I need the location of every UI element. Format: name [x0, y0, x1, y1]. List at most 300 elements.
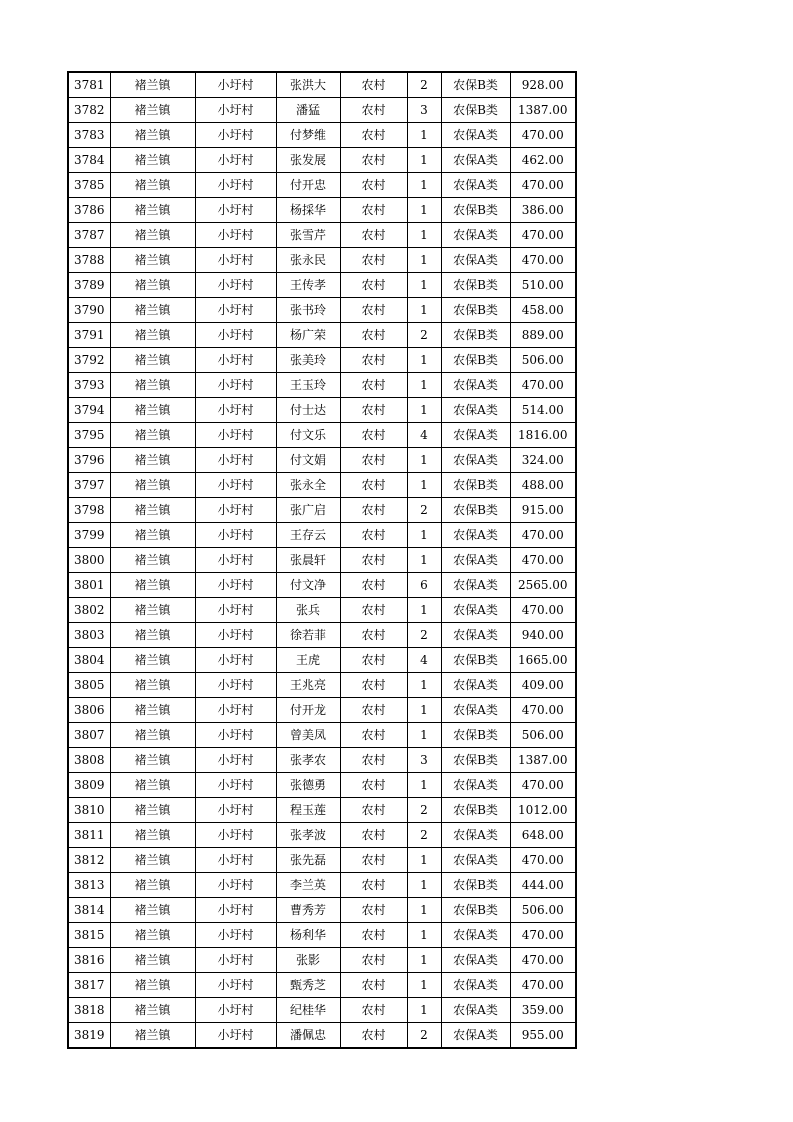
village-cell: 小圩村: [195, 573, 276, 598]
insurance-category-cell: 农保A类: [441, 423, 510, 448]
town-cell: 褚兰镇: [110, 773, 195, 798]
village-cell: 小圩村: [195, 423, 276, 448]
insurance-category-cell: 农保B类: [441, 98, 510, 123]
row-number: 3792: [68, 348, 110, 373]
amount-cell: 955.00: [510, 1023, 576, 1049]
area-type-cell: 农村: [340, 723, 407, 748]
village-cell: 小圩村: [195, 173, 276, 198]
amount-cell: 928.00: [510, 72, 576, 98]
row-number: 3784: [68, 148, 110, 173]
town-cell: 褚兰镇: [110, 848, 195, 873]
village-cell: 小圩村: [195, 973, 276, 998]
row-number: 3787: [68, 223, 110, 248]
household-size-cell: 4: [407, 648, 441, 673]
area-type-cell: 农村: [340, 248, 407, 273]
household-size-cell: 4: [407, 423, 441, 448]
table-row: [68, 72, 576, 98]
household-size-cell: 1: [407, 123, 441, 148]
insurance-category-cell: 农保B类: [441, 473, 510, 498]
insurance-category-cell: 农保A类: [441, 998, 510, 1023]
row-number: 3808: [68, 748, 110, 773]
household-size-cell: 2: [407, 623, 441, 648]
insurance-category-cell: 农保A类: [441, 673, 510, 698]
town-cell: 褚兰镇: [110, 648, 195, 673]
town-cell: 褚兰镇: [110, 373, 195, 398]
village-cell: 小圩村: [195, 873, 276, 898]
town-cell: 褚兰镇: [110, 523, 195, 548]
insurance-category-cell: 农保A类: [441, 373, 510, 398]
village-cell: 小圩村: [195, 898, 276, 923]
table-row: [68, 873, 576, 898]
name-cell: 杨广荣: [276, 323, 340, 348]
table-row: [68, 498, 576, 523]
amount-cell: 488.00: [510, 473, 576, 498]
amount-cell: 470.00: [510, 548, 576, 573]
household-size-cell: 1: [407, 873, 441, 898]
name-cell: 潘佩忠: [276, 1023, 340, 1049]
town-cell: 褚兰镇: [110, 973, 195, 998]
insurance-category-cell: 农保A类: [441, 848, 510, 873]
row-number: 3805: [68, 673, 110, 698]
insurance-category-cell: 农保A类: [441, 948, 510, 973]
amount-cell: 470.00: [510, 123, 576, 148]
name-cell: 付士达: [276, 398, 340, 423]
amount-cell: 1387.00: [510, 98, 576, 123]
household-size-cell: 1: [407, 948, 441, 973]
household-size-cell: 1: [407, 973, 441, 998]
town-cell: 褚兰镇: [110, 798, 195, 823]
area-type-cell: 农村: [340, 72, 407, 98]
household-size-cell: 1: [407, 198, 441, 223]
table-row: [68, 998, 576, 1023]
household-size-cell: 1: [407, 598, 441, 623]
household-size-cell: 1: [407, 273, 441, 298]
name-cell: 张先磊: [276, 848, 340, 873]
town-cell: 褚兰镇: [110, 398, 195, 423]
name-cell: 王存云: [276, 523, 340, 548]
amount-cell: 386.00: [510, 198, 576, 223]
area-type-cell: 农村: [340, 373, 407, 398]
area-type-cell: 农村: [340, 323, 407, 348]
amount-cell: 359.00: [510, 998, 576, 1023]
town-cell: 褚兰镇: [110, 598, 195, 623]
town-cell: 褚兰镇: [110, 1023, 195, 1049]
table-row: [68, 623, 576, 648]
amount-cell: 514.00: [510, 398, 576, 423]
amount-cell: 470.00: [510, 523, 576, 548]
table-row: [68, 448, 576, 473]
amount-cell: 1816.00: [510, 423, 576, 448]
town-cell: 褚兰镇: [110, 873, 195, 898]
table-row: [68, 198, 576, 223]
row-number: 3804: [68, 648, 110, 673]
area-type-cell: 农村: [340, 223, 407, 248]
area-type-cell: 农村: [340, 273, 407, 298]
name-cell: 付文乐: [276, 423, 340, 448]
insurance-category-cell: 农保A类: [441, 623, 510, 648]
village-cell: 小圩村: [195, 198, 276, 223]
village-cell: 小圩村: [195, 323, 276, 348]
name-cell: 纪桂华: [276, 998, 340, 1023]
table-row: [68, 748, 576, 773]
row-number: 3814: [68, 898, 110, 923]
village-cell: 小圩村: [195, 648, 276, 673]
name-cell: 王传孝: [276, 273, 340, 298]
town-cell: 褚兰镇: [110, 348, 195, 373]
village-cell: 小圩村: [195, 948, 276, 973]
row-number: 3786: [68, 198, 110, 223]
table-row: [68, 473, 576, 498]
row-number: 3799: [68, 523, 110, 548]
area-type-cell: 农村: [340, 348, 407, 373]
area-type-cell: 农村: [340, 698, 407, 723]
amount-cell: 470.00: [510, 248, 576, 273]
area-type-cell: 农村: [340, 898, 407, 923]
name-cell: 潘猛: [276, 98, 340, 123]
village-cell: 小圩村: [195, 223, 276, 248]
table-row: [68, 548, 576, 573]
amount-cell: 470.00: [510, 698, 576, 723]
amount-cell: 470.00: [510, 223, 576, 248]
town-cell: 褚兰镇: [110, 223, 195, 248]
amount-cell: 462.00: [510, 148, 576, 173]
name-cell: 王玉玲: [276, 373, 340, 398]
household-size-cell: 2: [407, 1023, 441, 1049]
row-number: 3795: [68, 423, 110, 448]
village-cell: 小圩村: [195, 398, 276, 423]
household-size-cell: 2: [407, 323, 441, 348]
row-number: 3783: [68, 123, 110, 148]
row-number: 3819: [68, 1023, 110, 1049]
table-row: [68, 723, 576, 748]
name-cell: 付文娟: [276, 448, 340, 473]
household-size-cell: 1: [407, 248, 441, 273]
village-cell: 小圩村: [195, 623, 276, 648]
town-cell: 褚兰镇: [110, 72, 195, 98]
town-cell: 褚兰镇: [110, 423, 195, 448]
household-size-cell: 1: [407, 173, 441, 198]
area-type-cell: 农村: [340, 298, 407, 323]
table-row: [68, 673, 576, 698]
amount-cell: 470.00: [510, 373, 576, 398]
town-cell: 褚兰镇: [110, 698, 195, 723]
row-number: 3790: [68, 298, 110, 323]
amount-cell: 915.00: [510, 498, 576, 523]
amount-cell: 1665.00: [510, 648, 576, 673]
table-row: [68, 298, 576, 323]
household-size-cell: 1: [407, 448, 441, 473]
amount-cell: 458.00: [510, 298, 576, 323]
amount-cell: 470.00: [510, 948, 576, 973]
area-type-cell: 农村: [340, 948, 407, 973]
household-size-cell: 1: [407, 298, 441, 323]
table-row: [68, 348, 576, 373]
area-type-cell: 农村: [340, 148, 407, 173]
household-size-cell: 1: [407, 373, 441, 398]
amount-cell: 648.00: [510, 823, 576, 848]
area-type-cell: 农村: [340, 773, 407, 798]
insurance-category-cell: 农保A类: [441, 123, 510, 148]
row-number: 3782: [68, 98, 110, 123]
household-size-cell: 1: [407, 473, 441, 498]
table-row: [68, 698, 576, 723]
village-cell: 小圩村: [195, 273, 276, 298]
table-row: [68, 898, 576, 923]
insurance-category-cell: 农保B类: [441, 498, 510, 523]
town-cell: 褚兰镇: [110, 273, 195, 298]
insurance-category-cell: 农保B类: [441, 648, 510, 673]
household-size-cell: 1: [407, 698, 441, 723]
insurance-category-cell: 农保A类: [441, 173, 510, 198]
amount-cell: 506.00: [510, 898, 576, 923]
area-type-cell: 农村: [340, 623, 407, 648]
table-row: [68, 98, 576, 123]
row-number: 3818: [68, 998, 110, 1023]
area-type-cell: 农村: [340, 423, 407, 448]
household-size-cell: 1: [407, 923, 441, 948]
amount-cell: 506.00: [510, 723, 576, 748]
row-number: 3817: [68, 973, 110, 998]
area-type-cell: 农村: [340, 198, 407, 223]
household-size-cell: 2: [407, 798, 441, 823]
village-cell: 小圩村: [195, 448, 276, 473]
name-cell: 张雪芹: [276, 223, 340, 248]
area-type-cell: 农村: [340, 873, 407, 898]
village-cell: 小圩村: [195, 248, 276, 273]
town-cell: 褚兰镇: [110, 98, 195, 123]
name-cell: 王虎: [276, 648, 340, 673]
row-number: 3801: [68, 573, 110, 598]
area-type-cell: 农村: [340, 598, 407, 623]
town-cell: 褚兰镇: [110, 248, 195, 273]
town-cell: 褚兰镇: [110, 573, 195, 598]
area-type-cell: 农村: [340, 398, 407, 423]
table-row: [68, 123, 576, 148]
insurance-category-cell: 农保B类: [441, 873, 510, 898]
village-cell: 小圩村: [195, 298, 276, 323]
village-cell: 小圩村: [195, 723, 276, 748]
insurance-category-cell: 农保A类: [441, 448, 510, 473]
insurance-category-cell: 农保B类: [441, 198, 510, 223]
town-cell: 褚兰镇: [110, 473, 195, 498]
table-row: [68, 398, 576, 423]
row-number: 3800: [68, 548, 110, 573]
insurance-category-cell: 农保A类: [441, 773, 510, 798]
insurance-category-cell: 农保B类: [441, 72, 510, 98]
name-cell: 张德勇: [276, 773, 340, 798]
town-cell: 褚兰镇: [110, 198, 195, 223]
name-cell: 付梦维: [276, 123, 340, 148]
row-number: 3809: [68, 773, 110, 798]
town-cell: 褚兰镇: [110, 623, 195, 648]
row-number: 3812: [68, 848, 110, 873]
amount-cell: 470.00: [510, 923, 576, 948]
insurance-category-cell: 农保A类: [441, 523, 510, 548]
insurance-category-cell: 农保A类: [441, 923, 510, 948]
name-cell: 王兆亮: [276, 673, 340, 698]
name-cell: 李兰英: [276, 873, 340, 898]
row-number: 3806: [68, 698, 110, 723]
table-row: [68, 973, 576, 998]
insurance-category-cell: 农保A类: [441, 698, 510, 723]
table-row: [68, 773, 576, 798]
row-number: 3796: [68, 448, 110, 473]
row-number: 3788: [68, 248, 110, 273]
household-size-cell: 1: [407, 548, 441, 573]
area-type-cell: 农村: [340, 998, 407, 1023]
town-cell: 褚兰镇: [110, 948, 195, 973]
table-row: [68, 248, 576, 273]
town-cell: 褚兰镇: [110, 898, 195, 923]
area-type-cell: 农村: [340, 473, 407, 498]
area-type-cell: 农村: [340, 848, 407, 873]
village-cell: 小圩村: [195, 498, 276, 523]
row-number: 3803: [68, 623, 110, 648]
name-cell: 付开龙: [276, 698, 340, 723]
name-cell: 张书玲: [276, 298, 340, 323]
household-size-cell: 3: [407, 748, 441, 773]
table-row: [68, 798, 576, 823]
name-cell: 张永民: [276, 248, 340, 273]
name-cell: 杨採华: [276, 198, 340, 223]
area-type-cell: 农村: [340, 673, 407, 698]
village-cell: 小圩村: [195, 72, 276, 98]
village-cell: 小圩村: [195, 148, 276, 173]
amount-cell: 1387.00: [510, 748, 576, 773]
area-type-cell: 农村: [340, 798, 407, 823]
amount-cell: 2565.00: [510, 573, 576, 598]
row-number: 3811: [68, 823, 110, 848]
row-number: 3816: [68, 948, 110, 973]
table-row: [68, 523, 576, 548]
village-cell: 小圩村: [195, 998, 276, 1023]
amount-cell: 324.00: [510, 448, 576, 473]
town-cell: 褚兰镇: [110, 123, 195, 148]
name-cell: 张影: [276, 948, 340, 973]
insurance-category-cell: 农保B类: [441, 298, 510, 323]
town-cell: 褚兰镇: [110, 823, 195, 848]
amount-cell: 444.00: [510, 873, 576, 898]
area-type-cell: 农村: [340, 548, 407, 573]
row-number: 3813: [68, 873, 110, 898]
name-cell: 张发展: [276, 148, 340, 173]
household-size-cell: 1: [407, 723, 441, 748]
row-number: 3781: [68, 72, 110, 98]
household-size-cell: 1: [407, 148, 441, 173]
village-cell: 小圩村: [195, 373, 276, 398]
amount-cell: 470.00: [510, 173, 576, 198]
amount-cell: 409.00: [510, 673, 576, 698]
area-type-cell: 农村: [340, 98, 407, 123]
table-row: [68, 573, 576, 598]
row-number: 3789: [68, 273, 110, 298]
town-cell: 褚兰镇: [110, 923, 195, 948]
insurance-category-cell: 农保B类: [441, 748, 510, 773]
area-type-cell: 农村: [340, 573, 407, 598]
town-cell: 褚兰镇: [110, 173, 195, 198]
name-cell: 甄秀芝: [276, 973, 340, 998]
name-cell: 张晨轩: [276, 548, 340, 573]
name-cell: 张兵: [276, 598, 340, 623]
village-cell: 小圩村: [195, 548, 276, 573]
area-type-cell: 农村: [340, 173, 407, 198]
area-type-cell: 农村: [340, 498, 407, 523]
town-cell: 褚兰镇: [110, 673, 195, 698]
household-size-cell: 1: [407, 398, 441, 423]
insurance-category-cell: 农保A类: [441, 973, 510, 998]
insurance-category-cell: 农保B类: [441, 348, 510, 373]
name-cell: 徐若菲: [276, 623, 340, 648]
table-row: [68, 173, 576, 198]
insurance-category-cell: 农保A类: [441, 148, 510, 173]
name-cell: 张美玲: [276, 348, 340, 373]
area-type-cell: 农村: [340, 748, 407, 773]
household-size-cell: 2: [407, 823, 441, 848]
roster-body: [68, 72, 576, 1048]
insurance-category-cell: 农保A类: [441, 1023, 510, 1049]
insurance-category-cell: 农保A类: [441, 823, 510, 848]
table-row: [68, 1023, 576, 1049]
town-cell: 褚兰镇: [110, 748, 195, 773]
insurance-category-cell: 农保B类: [441, 323, 510, 348]
village-cell: 小圩村: [195, 473, 276, 498]
area-type-cell: 农村: [340, 923, 407, 948]
area-type-cell: 农村: [340, 973, 407, 998]
village-cell: 小圩村: [195, 773, 276, 798]
table-row: [68, 273, 576, 298]
insurance-category-cell: 农保B类: [441, 798, 510, 823]
amount-cell: 889.00: [510, 323, 576, 348]
row-number: 3815: [68, 923, 110, 948]
household-size-cell: 6: [407, 573, 441, 598]
village-cell: 小圩村: [195, 98, 276, 123]
name-cell: 杨利华: [276, 923, 340, 948]
village-cell: 小圩村: [195, 823, 276, 848]
household-size-cell: 1: [407, 998, 441, 1023]
village-cell: 小圩村: [195, 523, 276, 548]
name-cell: 张孝农: [276, 748, 340, 773]
household-size-cell: 2: [407, 72, 441, 98]
household-size-cell: 1: [407, 848, 441, 873]
name-cell: 程玉莲: [276, 798, 340, 823]
row-number: 3793: [68, 373, 110, 398]
row-number: 3797: [68, 473, 110, 498]
table-row: [68, 598, 576, 623]
village-cell: 小圩村: [195, 698, 276, 723]
village-cell: 小圩村: [195, 348, 276, 373]
amount-cell: 470.00: [510, 773, 576, 798]
area-type-cell: 农村: [340, 448, 407, 473]
area-type-cell: 农村: [340, 648, 407, 673]
table-row: [68, 373, 576, 398]
household-size-cell: 1: [407, 348, 441, 373]
amount-cell: 470.00: [510, 848, 576, 873]
town-cell: 褚兰镇: [110, 448, 195, 473]
area-type-cell: 农村: [340, 123, 407, 148]
name-cell: 张永全: [276, 473, 340, 498]
village-cell: 小圩村: [195, 923, 276, 948]
table-row: [68, 648, 576, 673]
insurance-category-cell: 农保A类: [441, 598, 510, 623]
insurance-category-cell: 农保A类: [441, 573, 510, 598]
household-size-cell: 1: [407, 223, 441, 248]
area-type-cell: 农村: [340, 823, 407, 848]
town-cell: 褚兰镇: [110, 548, 195, 573]
household-size-cell: 1: [407, 673, 441, 698]
row-number: 3785: [68, 173, 110, 198]
name-cell: 张广启: [276, 498, 340, 523]
town-cell: 褚兰镇: [110, 498, 195, 523]
